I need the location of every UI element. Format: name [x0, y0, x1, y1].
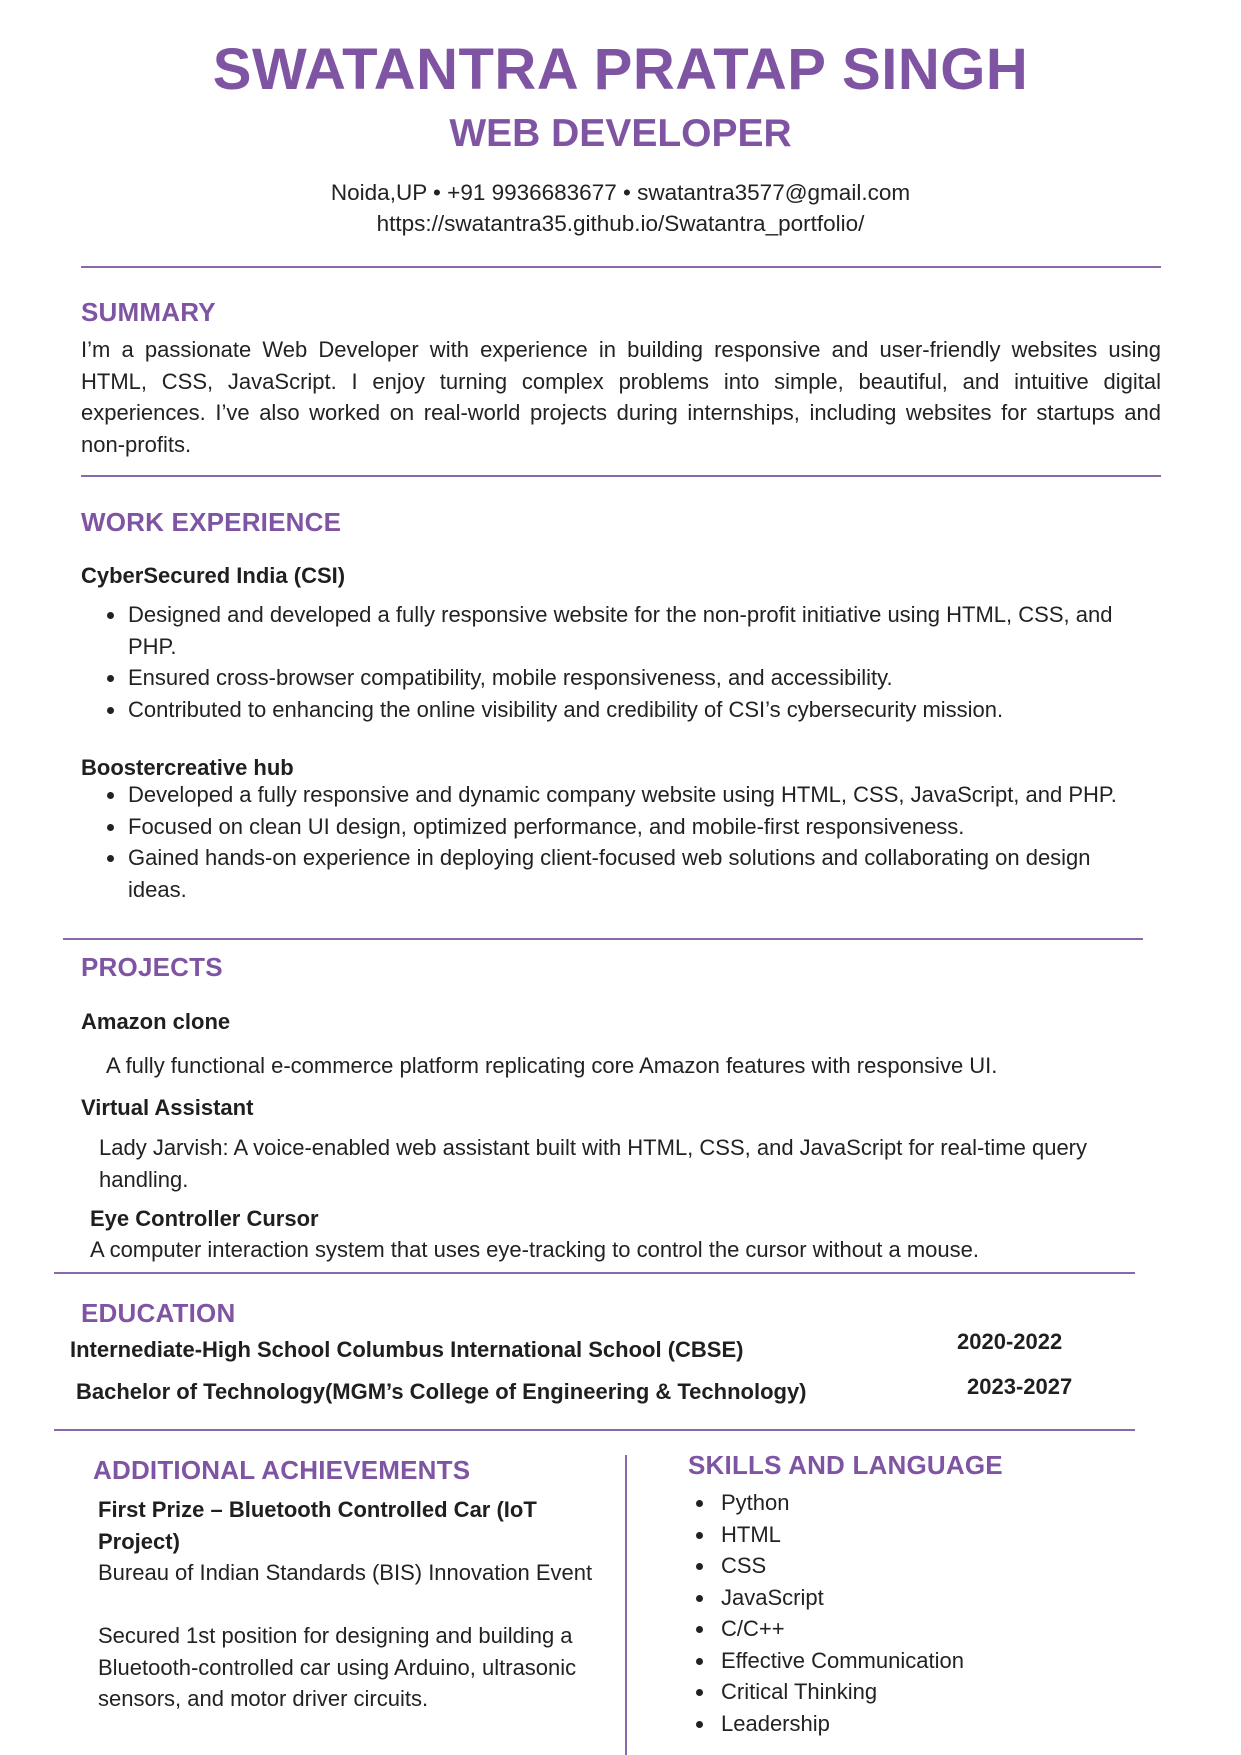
skills-heading: SKILLS AND LANGUAGE [688, 1450, 1003, 1480]
list-item: Developed a fully responsive and dynamic company website using HTML, CSS, JavaScript, and PHP. [128, 779, 1138, 811]
list-item: Focused on clean UI design, optimized performance, and mobile-first responsiveness. [128, 811, 1138, 843]
skill-item: CSS [721, 1550, 1201, 1582]
education-heading: EDUCATION [81, 1298, 236, 1328]
bullet-icon [107, 824, 114, 831]
bullet-icon [696, 1689, 703, 1696]
education-years: 2023-2027 [967, 1374, 1073, 1399]
bullet-icon [696, 1658, 703, 1665]
achievement-title: First Prize – Bluetooth Controlled Car (IoT Project) [98, 1497, 537, 1554]
portfolio-link[interactable]: https://swatantra35.github.io/Swatantra_portfolio/ [376, 211, 865, 236]
skill-item: Python [721, 1487, 1201, 1519]
list-item: Contributed to enhancing the online visibility and credibility of CSI’s cybersecurity mission. [128, 694, 1138, 726]
project-title: Amazon clone [81, 1009, 231, 1034]
company-name: CyberSecured India (CSI) [81, 563, 346, 588]
education-years: 2020-2022 [957, 1329, 1063, 1354]
projects-heading: PROJECTS [81, 952, 223, 982]
column-divider [625, 1455, 627, 1755]
bullet-icon [696, 1500, 703, 1507]
bullet-icon [107, 707, 114, 714]
achievement-event: Bureau of Indian Standards (BIS) Innovation Event [98, 1560, 593, 1585]
skills-list [721, 1487, 1201, 1739]
skill-item: C/C++ [721, 1613, 1201, 1645]
list-item: Gained hands-on experience in deploying client-focused web solutions and collaborating on design ideas. [128, 842, 1138, 905]
skill-item: Leadership [721, 1708, 1201, 1740]
section-divider [81, 475, 1161, 477]
bullet-icon [696, 1563, 703, 1570]
job-title: WEB DEVELOPER [449, 112, 792, 155]
bullet-icon [696, 1532, 703, 1539]
project-title: Virtual Assistant [81, 1095, 254, 1120]
bullet-icon [107, 855, 114, 862]
project-title: Eye Controller Cursor [90, 1206, 319, 1231]
section-divider [63, 938, 1143, 940]
skill-item: Effective Communication [721, 1645, 1201, 1677]
bullet-icon [107, 612, 114, 619]
summary-heading: SUMMARY [81, 297, 216, 327]
project-description: Lady Jarvish: A voice-enabled web assistant built with HTML, CSS, and JavaScript for real-time query handling. [99, 1135, 1088, 1192]
list-item: Designed and developed a fully responsive website for the non-profit initiative using HTML, CSS, and PHP. [128, 599, 1138, 662]
section-divider [81, 266, 1161, 268]
bullet-icon [696, 1595, 703, 1602]
job-bullet-list [128, 599, 1138, 725]
work-experience-heading: WORK EXPERIENCE [81, 507, 342, 537]
skill-item: JavaScript [721, 1582, 1201, 1614]
candidate-name: SWATANTRA PRATAP SINGH [212, 37, 1029, 102]
list-item: Ensured cross-browser compatibility, mobile responsiveness, and accessibility. [128, 662, 1138, 694]
bullet-icon [107, 675, 114, 682]
job-bullet-list [128, 779, 1138, 905]
project-description: A fully functional e-commerce platform replicating core Amazon features with responsive UI. [106, 1053, 998, 1078]
achievement-description: Secured 1st position for designing and building a Bluetooth-controlled car using Arduino, ultrasonic sensors, and motor driver circuits. [98, 1623, 577, 1711]
bullet-icon [107, 792, 114, 799]
achievements-heading: ADDITIONAL ACHIEVEMENTS [93, 1455, 471, 1485]
skill-item: Critical Thinking [721, 1676, 1201, 1708]
education-institution: Internediate-High School Columbus International School (CBSE) [70, 1337, 744, 1362]
bullet-icon [696, 1626, 703, 1633]
skill-item: HTML [721, 1519, 1201, 1551]
company-name: Boostercreative hub [81, 755, 294, 780]
section-divider [54, 1429, 1135, 1431]
summary-text: I’m a passionate Web Developer with experience in building responsive and user-friendly websites using HTML, CSS, JavaScript. I enjoy turning complex problems into simple, beautiful, and intuitive digital experiences. I’ve also worked on real-world projects during internships, including websites for startups and non-profits. [81, 337, 1161, 457]
education-institution: Bachelor of Technology(MGM’s College of Engineering & Technology) [76, 1379, 807, 1404]
contact-line: Noida,UP • +91 9936683677 • swatantra3577@gmail.com [330, 180, 911, 205]
bullet-icon [696, 1721, 703, 1728]
project-description: A computer interaction system that uses eye-tracking to control the cursor without a mouse. [90, 1237, 979, 1262]
section-divider [54, 1272, 1135, 1274]
